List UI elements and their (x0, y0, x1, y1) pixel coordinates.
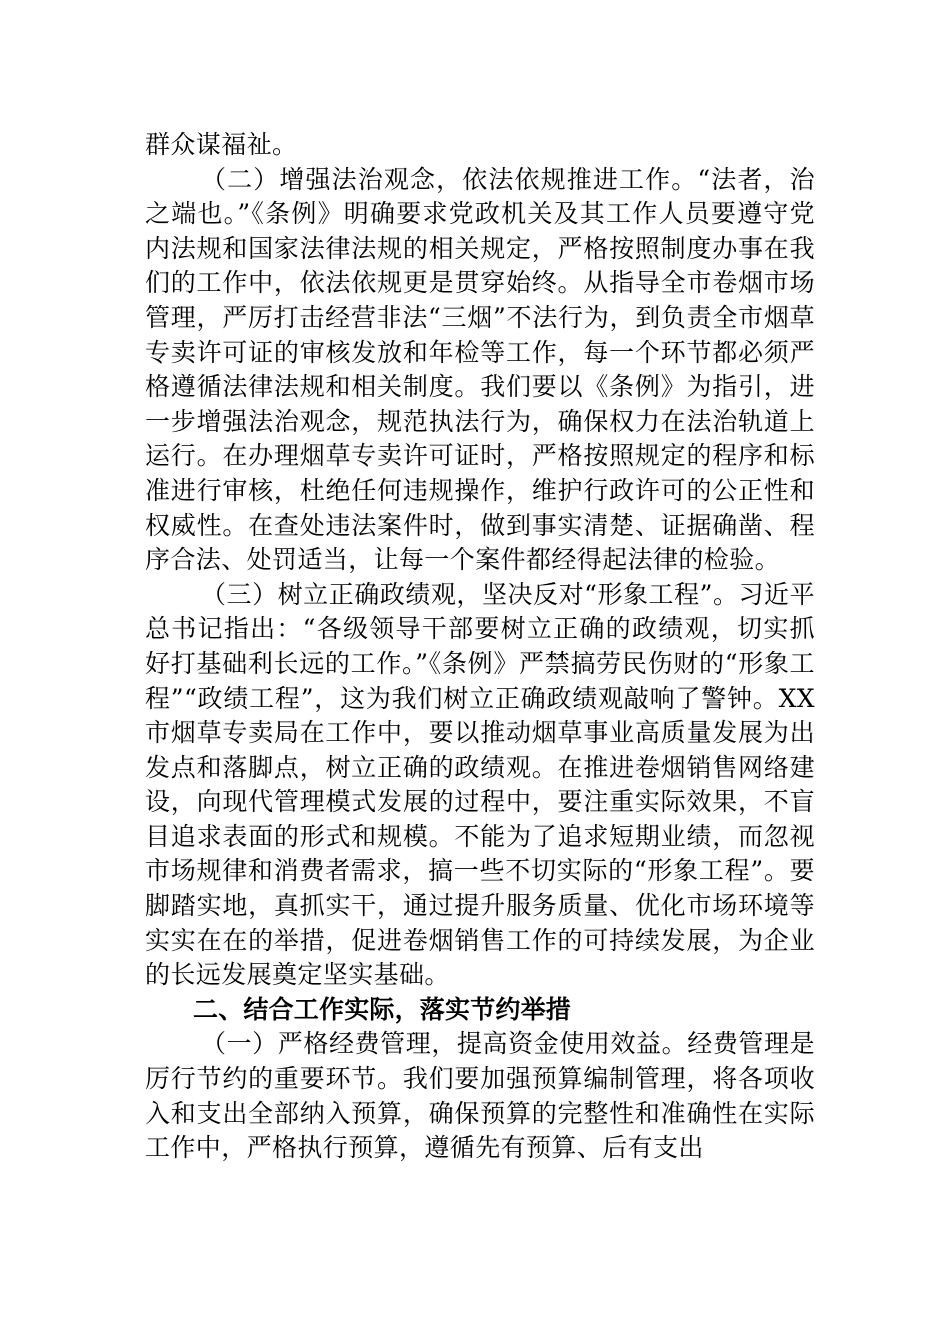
paragraph-continued: 群众谋福祉。 (145, 130, 298, 159)
paragraph-performance-view: （三）树立正确政绩观，坚决反对“形象工程”。习近平总书记指出：“各级领导干部要树立正确的政绩观，切实抓好打基础利长远的工作。”《条例》严禁搞劳民伤财的“形象工程”“政绩工程”，这为我们树立正确政绩观敲响了警钟。XX市烟草专卖局在工作中，要以推动烟草事业高质量发展为出发点和落脚点，树立正确的政绩观。在推进卷烟销售网络建设，向现代管理模式发展的过程中，要注重实际效果，不盲目追求表面的形式和规模。不能为了追求短期业绩，而忽视市场规律和消费者需求，搞一些不切实际的“形象工程”。要脚踏实地，真抓实干，通过提升服务质量、优化市场环境等实实在在的举措，促进卷烟销售工作的可持续发展，为企业的长远发展奠定坚实基础。 (145, 579, 815, 990)
paragraph-budget-management: （一）严格经费管理，提高资金使用效益。经费管理是厉行节约的重要环节。我们要加强预算编制管理，将各项收入和支出全部纳入预算，确保预算的完整性和准确性在实际工作中，严格执行预算，遵循先有预算、后有支出 (145, 1029, 815, 1163)
paragraph-rule-of-law: （二）增强法治观念，依法依规推进工作。“法者，治之端也。”《条例》明确要求党政机关及其工作人员要遵守党内法规和国家法律法规的相关规定，严格按照制度办事在我们的工作中，依法依规更是贯穿始终。从指导全市卷烟市场管理，严厉打击经营非法“三烟”不法行为，到负责全市烟草专卖许可证的审核发放和年检等工作，每一个环节都必须严格遵循法律法规和相关制度。我们要以《条例》为指引，进一步增强法治观念，规范执法行为，确保权力在法治轨道上运行。在办理烟草专卖许可证时，严格按照规定的程序和标准进行审核，杜绝任何违规操作，维护行政许可的公正性和权威性。在查处违法案件时，做到事实清楚、证据确凿、程序合法、处罚适当，让每一个案件都经得起法律的检验。 (145, 164, 815, 575)
document-body (145, 128, 815, 1166)
section-heading-2: 二、结合工作实际，落实节约举措 (193, 994, 572, 1024)
